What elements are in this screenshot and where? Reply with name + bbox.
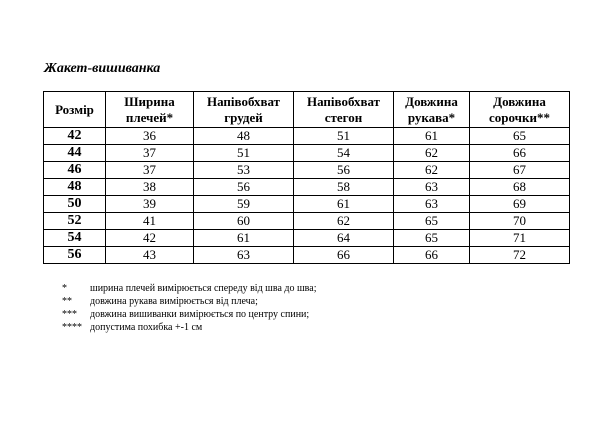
table-cell: 38 (106, 179, 194, 196)
table-row (44, 162, 570, 179)
table-cell: 68 (470, 179, 570, 196)
table-cell: 53 (194, 162, 294, 179)
table-cell: 66 (470, 145, 570, 162)
table-cell: 70 (470, 213, 570, 230)
header-half-chest: Напівобхват грудей (194, 92, 294, 128)
footnote-shoulder-width (62, 282, 317, 295)
size-cell: 50 (44, 196, 106, 213)
table-cell: 66 (394, 247, 470, 264)
table-row (44, 247, 570, 264)
table-cell: 37 (106, 162, 194, 179)
table-cell: 63 (194, 247, 294, 264)
table-cell: 62 (294, 213, 394, 230)
footnotes (62, 282, 317, 334)
header-shoulder-width: Ширина плечей* (106, 92, 194, 128)
footnote-text: допустима похибка +-1 см (90, 322, 203, 333)
table-cell: 67 (470, 162, 570, 179)
size-cell: 56 (44, 247, 106, 264)
page-title: Жакет-вишиванка (44, 61, 161, 76)
table-cell: 36 (106, 128, 194, 145)
table-cell: 43 (106, 247, 194, 264)
footnote-text: довжина рукава вимірюється від плеча; (90, 296, 258, 307)
table-row (44, 230, 570, 247)
header-shirt-length: Довжина сорочки** (470, 92, 570, 128)
table-cell: 65 (394, 213, 470, 230)
header-sleeve-length: Довжина рукава* (394, 92, 470, 128)
table-cell: 63 (394, 179, 470, 196)
footnote-mark: ** (62, 296, 72, 307)
table-cell: 60 (194, 213, 294, 230)
table-cell: 51 (294, 128, 394, 145)
table-cell: 66 (294, 247, 394, 264)
table-cell: 63 (394, 196, 470, 213)
table-cell: 71 (470, 230, 570, 247)
table-cell: 48 (194, 128, 294, 145)
table-row (44, 145, 570, 162)
footnote-text: ширина плечей вимірюється спереду від шва до шва; (90, 283, 317, 294)
table-cell: 59 (194, 196, 294, 213)
table-cell: 64 (294, 230, 394, 247)
size-cell: 48 (44, 179, 106, 196)
table-row (44, 179, 570, 196)
table-row (44, 128, 570, 145)
table-cell: 39 (106, 196, 194, 213)
table-cell: 65 (470, 128, 570, 145)
table-cell: 41 (106, 213, 194, 230)
footnote-mark: * (62, 283, 67, 294)
header-half-hips: Напівобхват стегон (294, 92, 394, 128)
size-cell: 42 (44, 128, 106, 145)
table-cell: 56 (294, 162, 394, 179)
footnote-mark: *** (62, 309, 77, 320)
table-row (44, 196, 570, 213)
table-header-row (44, 92, 570, 128)
footnote-sleeve-length (62, 295, 317, 308)
size-cell: 44 (44, 145, 106, 162)
table-cell: 69 (470, 196, 570, 213)
table-cell: 58 (294, 179, 394, 196)
table-cell: 61 (294, 196, 394, 213)
table-cell: 42 (106, 230, 194, 247)
table-cell: 51 (194, 145, 294, 162)
table-cell: 65 (394, 230, 470, 247)
header-size: Розмір (44, 92, 106, 128)
size-cell: 46 (44, 162, 106, 179)
table-row (44, 213, 570, 230)
size-cell: 52 (44, 213, 106, 230)
footnote-mark: **** (62, 322, 82, 333)
table-cell: 62 (394, 162, 470, 179)
footnote-text: довжина вишиванки вимірюється по центру спини; (90, 309, 310, 320)
footnote-shirt-length (62, 308, 317, 321)
table-cell: 62 (394, 145, 470, 162)
table-cell: 72 (470, 247, 570, 264)
table-cell: 54 (294, 145, 394, 162)
table-cell: 61 (394, 128, 470, 145)
size-chart-table (43, 91, 570, 264)
table-cell: 56 (194, 179, 294, 196)
table-cell: 61 (194, 230, 294, 247)
table-cell: 37 (106, 145, 194, 162)
footnote-tolerance (62, 321, 317, 334)
size-cell: 54 (44, 230, 106, 247)
